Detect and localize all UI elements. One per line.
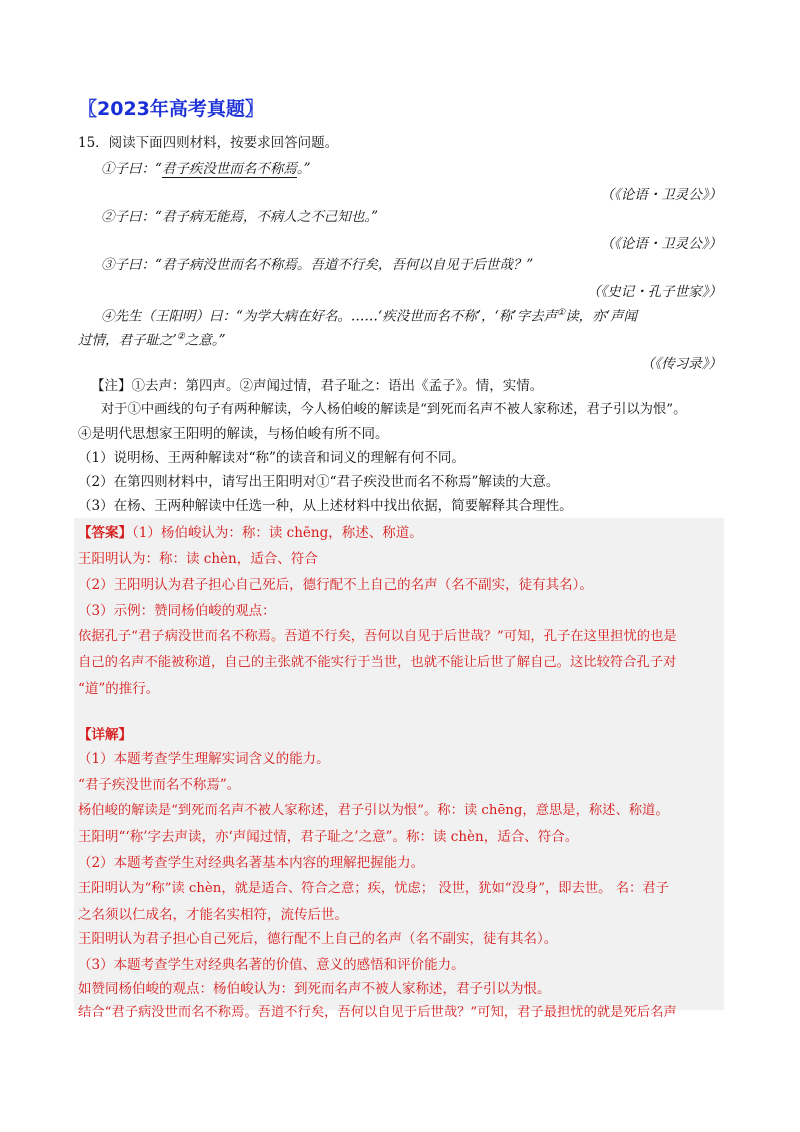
detail-line-4: 王阳明“‘称’字去声读，亦‘声闻过情，君子耻之’之意”。称：读 chèn，适合、符合。 xyxy=(78,829,579,845)
detail-line-8: 王阳明认为君子担心自己死后，德行配不上自己的名声（名不副实，徒有其名）。 xyxy=(78,931,558,947)
answer-line-1 xyxy=(78,524,423,542)
detail-line-2: “君子疾没世而名不称焉”。 xyxy=(78,777,241,793)
material-1-underlined-quote: 君子疾没世而名不称焉 xyxy=(161,161,297,177)
detail-line-6: 王阳明认为“称”读 chèn，就是适合、符合之意；疾，忧虑； 没世，犹如“没身”，即去世。 名：君子 xyxy=(78,881,669,896)
task-1: （1）说明杨、王两种解读对“称”的读音和词义的理解有何不同。 xyxy=(78,450,465,466)
answer-line-5: 依据孔子“君子病没世而名不称焉。吾道不行矣，吾何以自见于后世哉？”可知，孔子在这里担忧的也是 xyxy=(78,629,677,644)
detail-line-11: 结合“君子病没世而名不称焉。吾道不行矣，吾何以自见于后世哉？”可知，君子最担忧的就是死后名声 xyxy=(78,1005,677,1020)
material-4-text-b: 读，亦‘声闻 xyxy=(565,308,637,325)
answer-line-3: （2）王阳明认为君子担心自己死后，德行配不上自己的名声（名不副实，徒有其名）。 xyxy=(78,577,593,593)
answer-line-2: 王阳明认为：称：读 chèn，适合、符合 xyxy=(78,551,318,567)
question-paragraph-2: ④是明代思想家王阳明的解读，与杨伯峻有所不同。 xyxy=(78,426,389,442)
material-4-line-1 xyxy=(101,304,637,326)
detail-tag: 【详解】 xyxy=(78,727,132,743)
answer-1-text: （1）杨伯峻认为：称：读 chēng，称述、称道。 xyxy=(132,525,423,541)
material-2: ②子曰：“君子病无能焉，不病人之不己知也。” xyxy=(101,209,379,225)
material-4-line-2 xyxy=(78,328,226,350)
section-heading: 〖2023年高考真题〗 xyxy=(78,98,264,120)
footnote-marker-1: ① xyxy=(557,308,566,318)
answer-tag: 【答案】 xyxy=(78,525,132,541)
answer-line-4: （3）示例：赞同杨伯峻的观点： xyxy=(78,603,276,619)
note: 【注】①去声：第四声。②声闻过情，君子耻之：语出《孟子》。情，实情。 xyxy=(91,378,544,394)
material-1 xyxy=(101,160,311,178)
material-4-source: （《传习录》） xyxy=(641,356,722,372)
material-4-text-a: ④先生（王阳明）曰：“为学大病在好名。……‘疾没世而名不称’，‘称’字去声 xyxy=(101,308,558,325)
material-3-source: （《史记・孔子世家》） xyxy=(587,284,722,300)
answer-line-7: “道”的推行。 xyxy=(78,681,160,697)
question-paragraph-1: 对于①中画线的句子有两种解读，今人杨伯峻的解读是“到死而名声不被人家称述，君子引以为恨”。 xyxy=(101,402,687,417)
detail-line-10: 如赞同杨伯峻的观点：杨伯峻认为：到死而名声不被人家称述，君子引以为恨。 xyxy=(78,981,551,997)
material-2-source: （《论语・卫灵公》） xyxy=(600,236,722,252)
material-1-source: （《论语・卫灵公》） xyxy=(600,187,722,203)
material-1-prefix: ①子曰：“ xyxy=(101,161,162,177)
footnote-marker-2: ② xyxy=(176,332,185,342)
detail-line-5: （2）本题考查学生对经典名著基本内容的理解把握能力。 xyxy=(78,855,425,871)
material-1-suffix: 。” xyxy=(296,161,311,177)
detail-line-1: （1）本题考查学生理解实词含义的能力。 xyxy=(78,751,330,767)
task-3: （3）在杨、王两种解读中任选一种，从上述材料中找出依据，简要解释其合理性。 xyxy=(78,498,573,514)
material-4-text-c: 过情，君子耻之’ xyxy=(78,332,177,349)
task-2: （2）在第四则材料中，请写出王阳明对①“君子疾没世而名不称焉”解读的大意。 xyxy=(78,474,560,490)
detail-line-3: 杨伯峻的解读是“到死而名声不被人家称述，君子引以为恨”。称：读 chēng，意思是，称述、称道。 xyxy=(78,803,669,818)
question-intro: 15．阅读下面四则材料，按要求回答问题。 xyxy=(78,135,339,151)
detail-line-7: 之名须以仁成名，才能名实相符，流传后世。 xyxy=(78,907,348,923)
material-3: ③子曰：“君子病没世而名不称焉。吾道不行矣，吾何以自见于后世哉？” xyxy=(101,257,534,273)
detail-line-9: （3）本题考查学生对经典名著的价值、意义的感悟和评价能力。 xyxy=(78,957,465,973)
answer-line-6: 自己的名声不能被称道，自己的主张就不能实行于当世，也就不能让后世了解自己。这比较符合孔子对 xyxy=(78,655,677,670)
material-4-text-d: 之意。” xyxy=(184,332,226,349)
